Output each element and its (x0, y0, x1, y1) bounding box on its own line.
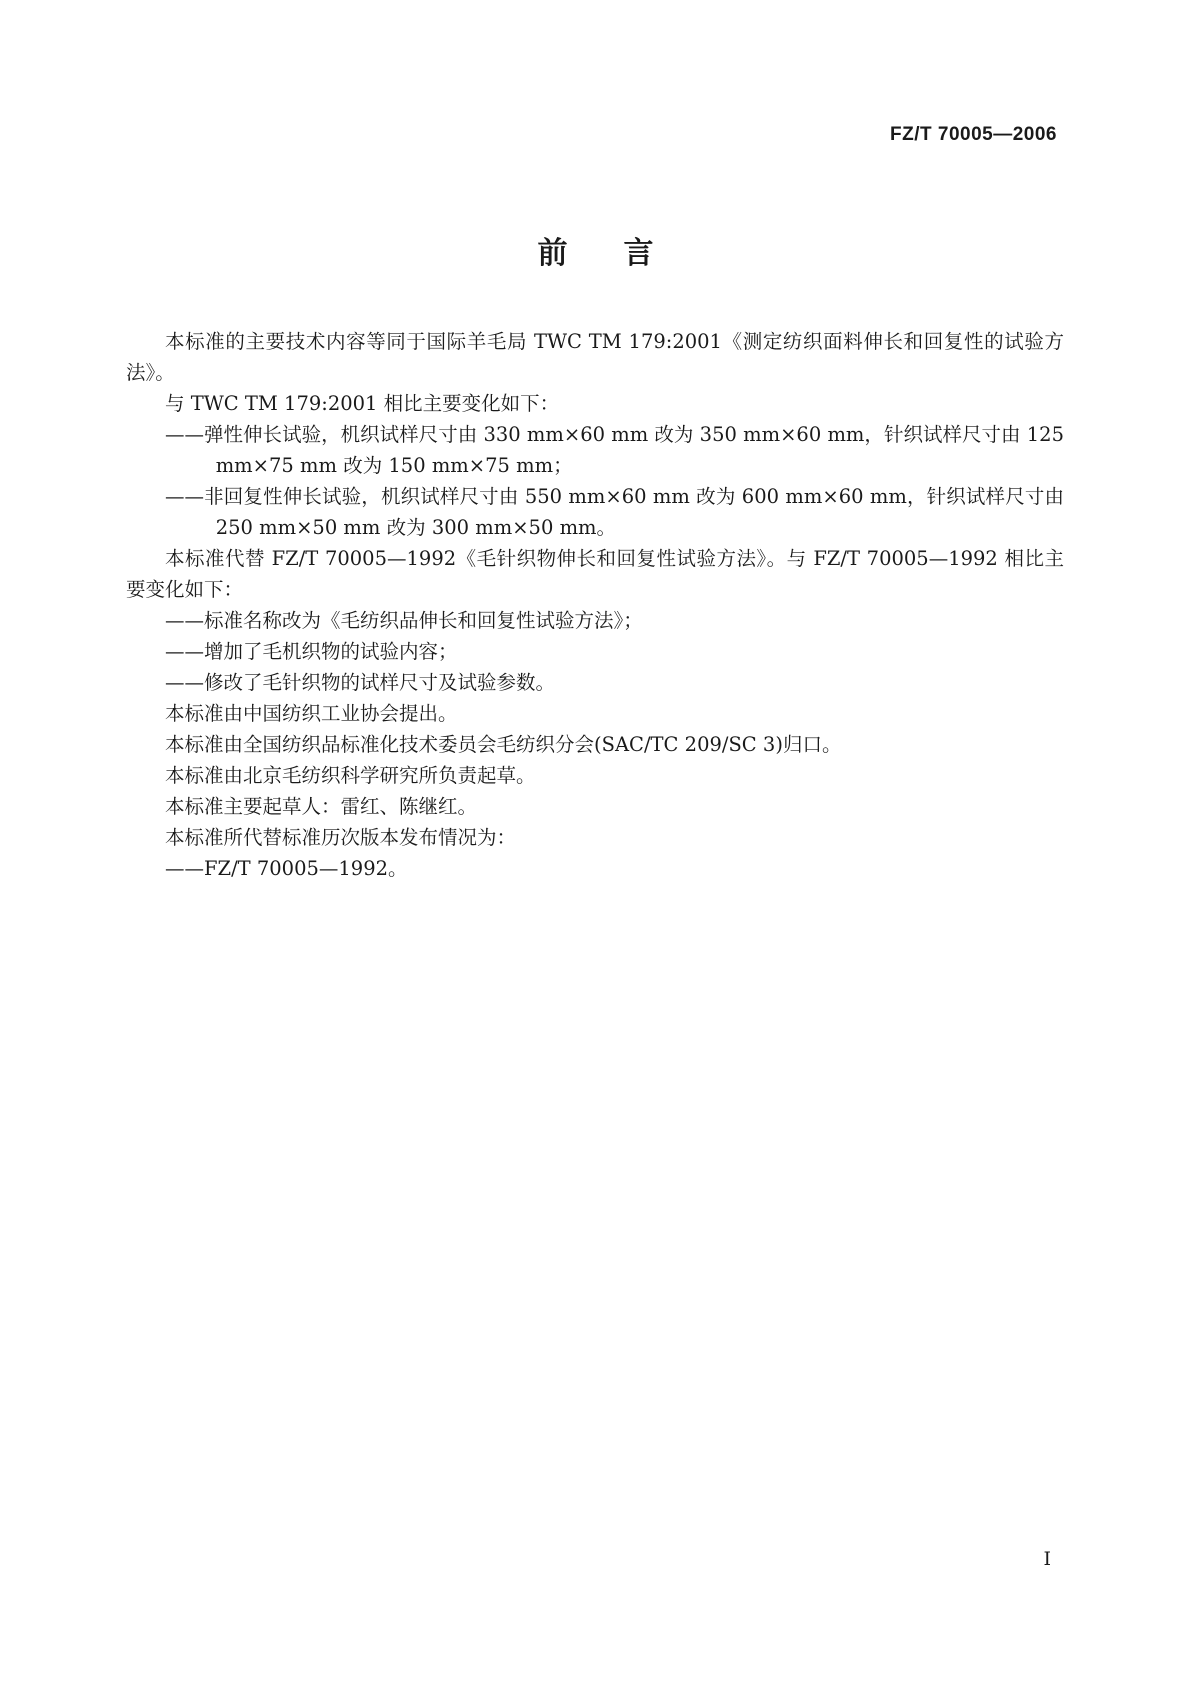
list-item-elastic-extension: ——弹性伸长试验，机织试样尺寸由 330 mm×60 mm 改为 350 mm×60 mm，针织试样尺寸由 125 mm×75 mm 改为 150 mm×75 mm； (165, 423, 1064, 477)
paragraph-proposed-by: 本标准由中国纺织工业协会提出。 (165, 702, 458, 725)
paragraph-equivalence: 本标准的主要技术内容等同于国际羊毛局 TWC TM 179:2001《测定纺织面料伸长和回复性的试验方法》。 (126, 330, 1064, 384)
paragraph-changes-intro: 与 TWC TM 179:2001 相比主要变化如下： (165, 392, 560, 415)
paragraph-drafted-by: 本标准由北京毛纺织科学研究所负责起草。 (165, 764, 536, 787)
paragraph-under-jurisdiction: 本标准由全国纺织品标准化技术委员会毛纺织分会(SAC/TC 209/SC 3)归口。 (165, 733, 842, 756)
standard-code: FZ/T 70005—2006 (890, 124, 1057, 145)
list-item-name-change: ——标准名称改为《毛纺织品伸长和回复性试验方法》； (165, 609, 643, 632)
list-item-non-recovery-extension: ——非回复性伸长试验，机织试样尺寸由 550 mm×60 mm 改为 600 mm×60 mm，针织试样尺寸由 250 mm×50 mm 改为 300 mm×50 mm。 (165, 485, 1064, 539)
paragraph-replaces: 本标准代替 FZ/T 70005—1992《毛针织物伸长和回复性试验方法》。与 FZ/T 70005—1992 相比主要变化如下： (126, 547, 1064, 601)
paragraph-history-intro: 本标准所代替标准历次版本发布情况为： (165, 826, 517, 849)
page-number: I (1043, 1548, 1051, 1570)
list-item-knit-modified: ——修改了毛针织物的试样尺寸及试验参数。 (165, 671, 556, 694)
paragraph-drafters: 本标准主要起草人：雷红、陈继红。 (165, 795, 478, 818)
list-item-woven-added: ——增加了毛机织物的试验内容； (165, 640, 458, 663)
foreword-body (126, 326, 1064, 884)
page-title: 前言 (537, 236, 710, 271)
list-item-previous-version: ——FZ/T 70005—1992。 (165, 857, 408, 880)
